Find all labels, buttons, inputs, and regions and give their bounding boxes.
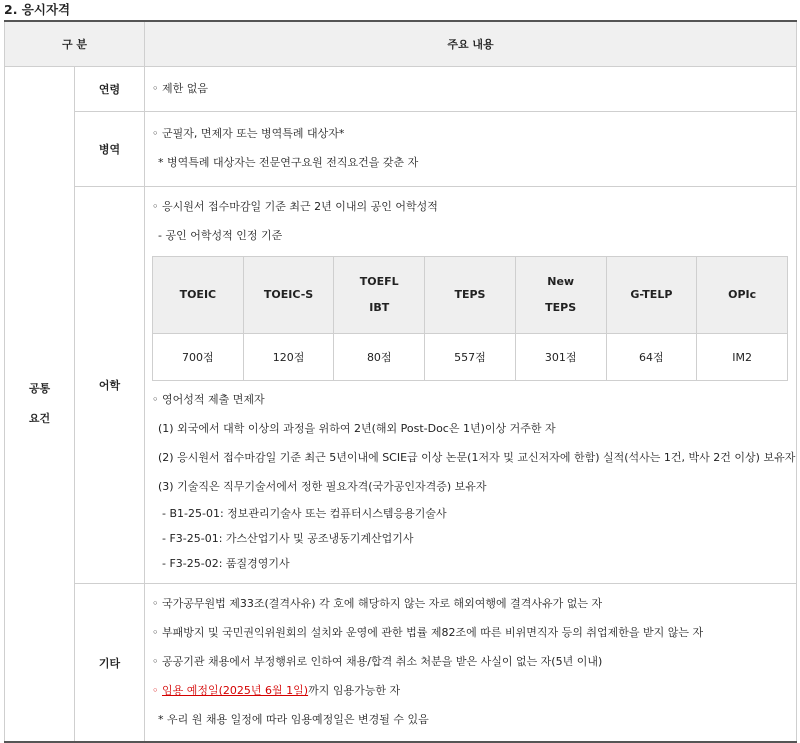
common-requirements-label [5, 67, 75, 743]
score-toeic: 700점 [153, 334, 244, 381]
other-label: 기타 [75, 584, 145, 743]
other-note: * 우리 원 채용 일정에 따라 임용예정일은 변경될 수 있음 [158, 713, 429, 726]
other-line-2: ◦ 부패방지 및 국민권익위원회의 설치와 운영에 관한 법률 제82조에 따른 비위면직자 등의 취업제한을 받지 않는 자 [152, 626, 704, 639]
age-content [145, 67, 797, 112]
exempt-item-2: (2) 응시원서 접수마감일 기준 최근 5년이내에 SCIE급 이상 논문(1저자 및 교신저자에 한함) 실적(석사는 1건, 박사 2건 이상) 보유자 [158, 451, 796, 464]
language-score-row [153, 334, 788, 381]
section-title: 2. 응시자격 [4, 2, 71, 17]
military-content [145, 112, 797, 187]
common-label-2: 요건 [28, 412, 51, 425]
exempt-item-3: (3) 기술직은 직무기술서에서 정한 필요자격(국가공인자격증) 보유자 [158, 480, 487, 493]
appointment-bullet: ◦ [152, 684, 162, 697]
age-text: ◦ 제한 없음 [152, 82, 208, 95]
header-category: 구 분 [5, 21, 145, 67]
test-name-opic: OPIc [697, 257, 788, 334]
score-teps: 557점 [425, 334, 516, 381]
age-label: 연령 [75, 67, 145, 112]
score-new-teps: 301점 [515, 334, 606, 381]
other-content [145, 584, 797, 743]
score-g-telp: 64점 [606, 334, 697, 381]
common-label-1: 공통 [28, 382, 51, 395]
table-header-row [5, 21, 797, 67]
cert-item-2: - F3-25-01: 가스산업기사 및 공조냉동기계산업기사 [162, 532, 414, 545]
exempt-item-1: (1) 외국에서 대학 이상의 과정을 위하여 2년(해외 Post-Doc은 1년)이상 거주한 자 [158, 422, 556, 435]
header-content: 주요 내용 [145, 21, 797, 67]
test-name-teps: TEPS [425, 257, 516, 334]
test-name-g-telp: G-TELP [606, 257, 697, 334]
row-language [5, 187, 797, 584]
score-toeic-s: 120점 [243, 334, 334, 381]
score-toefl-ibt: 80점 [334, 334, 425, 381]
cert-item-3: - F3-25-02: 품질경영기사 [162, 557, 290, 570]
language-content [145, 187, 797, 584]
test-name-toefl-ibt: TOEFL IBT [334, 257, 425, 334]
row-other [5, 584, 797, 743]
language-test-header-row [153, 257, 788, 334]
language-line-2: - 공인 어학성적 인정 기준 [158, 229, 283, 242]
language-line-1: ◦ 응시원서 접수마감일 기준 최근 2년 이내의 공인 어학성적 [152, 200, 438, 213]
score-opic: IM2 [697, 334, 788, 381]
appointment-suffix: 까지 임용가능한 자 [308, 684, 401, 697]
cert-item-1: - B1-25-01: 정보관리기술사 또는 컴퓨터시스템응용기술사 [162, 507, 447, 520]
military-line-2: * 병역특례 대상자는 전문연구요원 전직요건을 갖춘 자 [158, 156, 419, 169]
other-line-1: ◦ 국가공무원법 제33조(결격사유) 각 호에 해당하지 않는 자로 해외여행에 결격사유가 없는 자 [152, 597, 603, 610]
row-age [5, 67, 797, 112]
language-label: 어학 [75, 187, 145, 584]
test-name-toeic-s: TOEIC-S [243, 257, 334, 334]
test-name-new-teps: New TEPS [515, 257, 606, 334]
language-score-table [152, 256, 788, 381]
other-appointment-line [152, 676, 791, 705]
military-line-1: ◦ 군필자, 면제자 또는 병역특례 대상자* [152, 127, 345, 140]
test-name-toeic: TOEIC [153, 257, 244, 334]
qualification-table [4, 20, 797, 743]
appointment-date: 임용 예정일(2025년 6월 1일) [162, 684, 309, 697]
other-line-3: ◦ 공공기관 채용에서 부정행위로 인하여 채용/합격 취소 처분을 받은 사실이 없는 자(5년 이내) [152, 655, 603, 668]
exempt-title: ◦ 영어성적 제출 면제자 [152, 393, 265, 406]
military-label: 병역 [75, 112, 145, 187]
row-military [5, 112, 797, 187]
